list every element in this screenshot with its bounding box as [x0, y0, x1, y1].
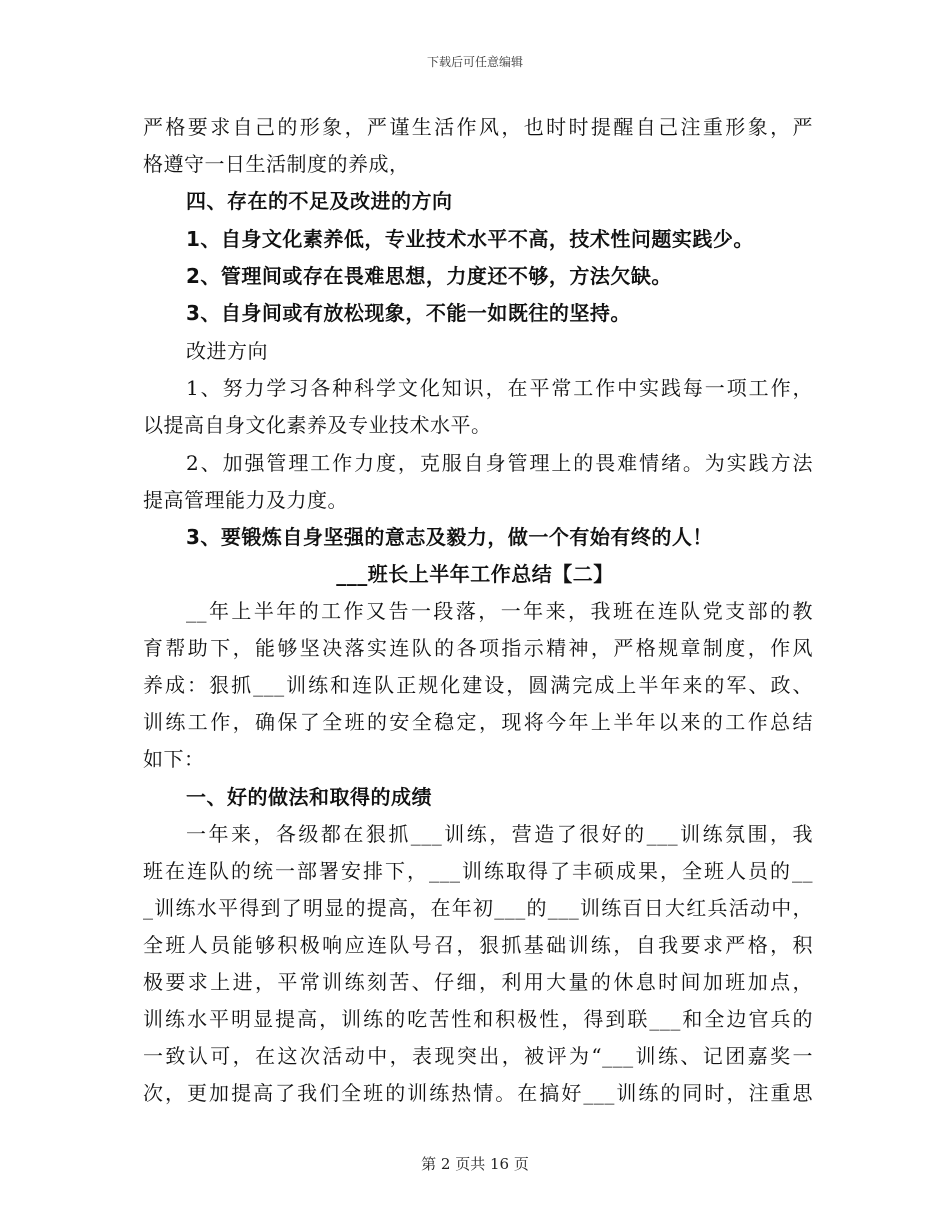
body-line-1: 严格要求自己的形象，严谨生活作风，也时时提醒自己注重形象，严 — [143, 115, 813, 139]
achievement-line-1: 一年来，各级都在狠抓___训练，营造了很好的___训练氛围，我 — [186, 822, 813, 846]
subsection-heading-1: 一、好的做法和取得的成绩 — [186, 785, 432, 809]
improvement-item-2-line-2: 提高管理能力及力度。 — [143, 488, 348, 512]
intro-line-2: 育帮助下，能够坚决落实连队的各项指示精神，严格规章制度，作风 — [143, 636, 813, 660]
achievement-line-2: 班在连队的统一部署安排下，___训练取得了丰硕成果，全班人员的__ — [143, 859, 813, 883]
deficiency-item-3: 3、自身间或有放松现象，不能一如既往的坚持。 — [186, 301, 631, 325]
page-header: 下载后可任意编辑 — [426, 55, 523, 69]
improvement-heading: 改进方向 — [186, 339, 268, 363]
improvement-item-2-line-1: 2、加强管理工作力度，克服自身管理上的畏难情绪。为实践方法 — [186, 451, 813, 475]
intro-line-3: 养成：狠抓___训练和连队正规化建设，圆满完成上半年来的军、政、 — [143, 673, 813, 697]
achievement-line-6: 训练水平明显提高，训练的吃苦性和积极性，得到联___和全边官兵的 — [143, 1007, 813, 1031]
intro-line-4: 训练工作，确保了全班的安全稳定，现将今年上半年以来的工作总结 — [143, 710, 813, 734]
deficiency-item-1: 1、自身文化素养低，专业技术水平不高，技术性问题实践少。 — [186, 227, 754, 251]
section-heading-4: 四、存在的不足及改进的方向 — [186, 189, 453, 213]
improvement-item-1-line-2: 以提高自身文化素养及专业技术水平。 — [143, 413, 492, 437]
body-line-2: 格遵守一日生活制度的养成， — [143, 152, 410, 176]
achievement-line-8: 次，更加提高了我们全班的训练热情。在搞好___训练的同时，注重思 — [143, 1081, 813, 1105]
deficiency-item-2: 2、管理间或存在畏难思想，力度还不够，方法欠缺。 — [186, 264, 672, 288]
achievement-line-4: 全班人员能够积极响应连队号召，狠抓基础训练，自我要求严格，积 — [143, 933, 813, 957]
section-title-2: ___班长上半年工作总结【二】 — [336, 562, 614, 586]
intro-line-1: __年上半年的工作又告一段落，一年来，我班在连队党支部的教 — [186, 599, 813, 623]
achievement-line-7: 一致认可，在这次活动中，表现突出，被评为“___训练、记团嘉奖一 — [143, 1044, 813, 1068]
intro-line-5: 如下： — [143, 747, 205, 771]
achievement-line-5: 极要求上进，平常训练刻苦、仔细，利用大量的休息时间加班加点， — [143, 970, 813, 994]
page-number-footer: 第 2 页共 16 页 — [421, 1155, 529, 1173]
achievement-line-3: _训练水平得到了明显的提高，在年初___的___训练百日大红兵活动中， — [143, 896, 813, 920]
improvement-item-1-line-1: 1、努力学习各种科学文化知识，在平常工作中实践每一项工作， — [186, 376, 813, 400]
improvement-item-3: 3、要锻炼自身坚强的意志及毅力，做一个有始有终的人！ — [186, 525, 713, 549]
